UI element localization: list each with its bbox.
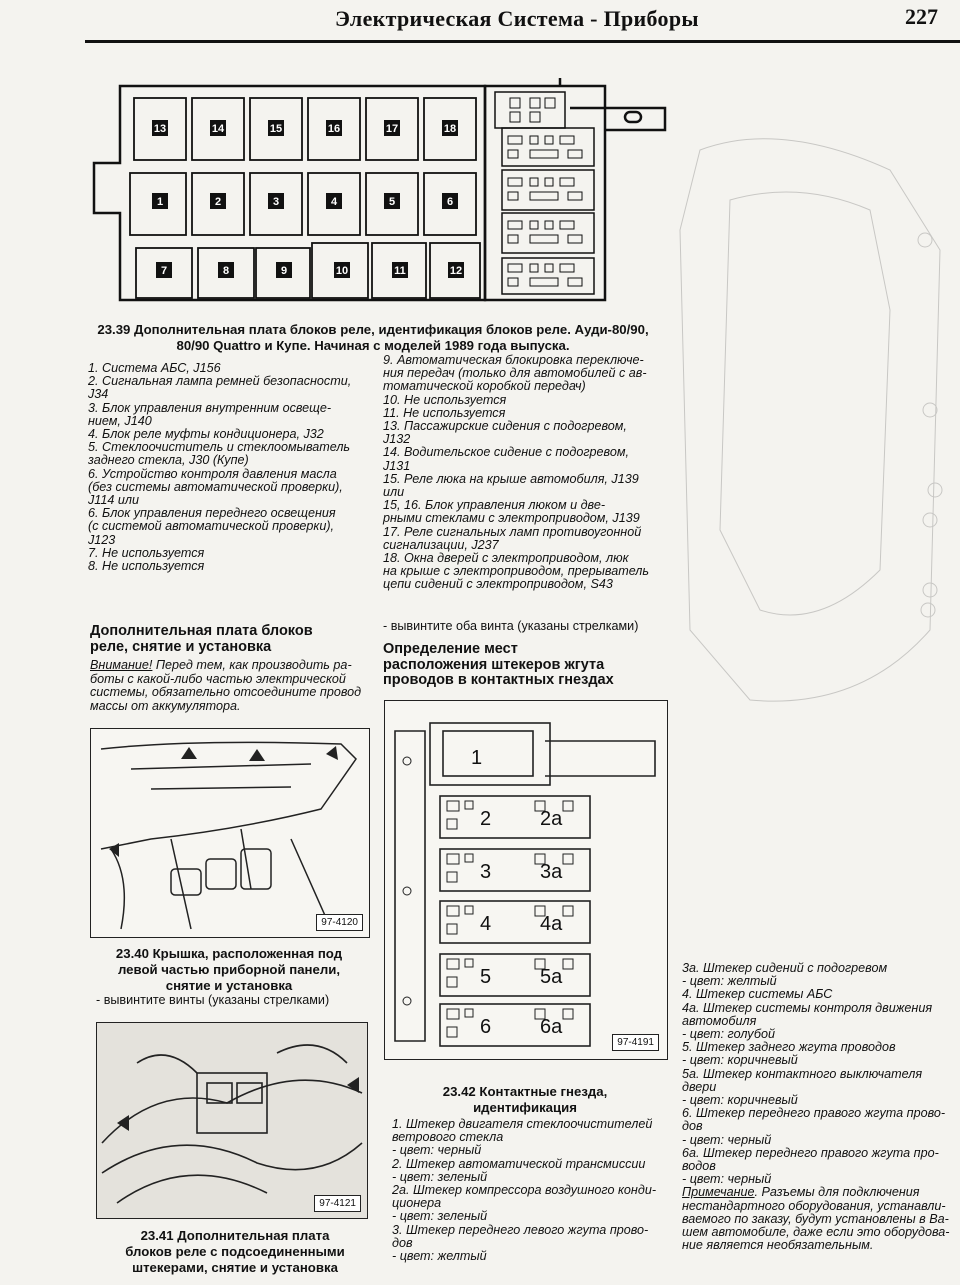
fig-23-40-note: - вывинтите винты (указаны стрелками)	[96, 993, 330, 1007]
relay-number: 15	[269, 123, 283, 135]
list-item: - цвет: желтый	[682, 974, 777, 989]
warning-label: Внимание!	[90, 658, 153, 672]
list-item: 4. Блок реле муфты кондиционера, J32	[88, 427, 324, 442]
relay-number: 14	[211, 123, 225, 135]
list-item: 3a. Штекер сидений с подогревом	[682, 961, 888, 975]
list-item: 15. Реле люка на крыше автомобиля, J139 или	[383, 471, 639, 500]
plug-label: 6	[480, 1016, 492, 1038]
note-text: . Разъемы для подключения нестандартного оборудования, устанавли- ваемого по заказу, будут установлены в Ва- шем автомобиле, даже если это оборудова- ние является необязательным.	[682, 1185, 950, 1253]
relay-number: 18	[443, 123, 457, 135]
relay-list-right	[383, 354, 668, 592]
list-item: 1. Система АБС, J156	[88, 361, 221, 375]
warning-text: Перед тем, как производить ра- боты с какой-либо частью электрической системы, обязательно отсоедините провод массы от аккумулятора.	[90, 658, 362, 713]
list-item: 14. Водительское сидение с подогревом, J131	[383, 445, 629, 473]
plug-label: 2a	[540, 808, 563, 830]
fig-23-41-illustration	[96, 1022, 368, 1219]
relay-board-wiring-photo	[97, 1023, 367, 1218]
list-item: 6a. Штекер переднего правого жгута про- водов	[682, 1145, 939, 1174]
relay-number: 2	[214, 196, 222, 208]
section-heading-plugs: Определение мест расположения штекеров жгута проводов в контактных гнездах	[383, 641, 614, 688]
list-item: - цвет: коричневый	[682, 1093, 798, 1108]
fig-23-39-caption: 23.39 Дополнительная плата блоков реле, идентификация блоков реле. Ауди-80/90, 80/90 Quattro и Купе. Начиная с моделей 1989 года выпуска.	[97, 322, 649, 353]
list-item: 4a. Штекер системы контроля движения автомобиля	[682, 1000, 933, 1028]
list-item: 13. Пассажирские сидения с подогревом, J132	[383, 419, 627, 447]
list-item: 7. Не используется	[88, 545, 205, 560]
plug-list-left	[392, 1118, 677, 1263]
relay-number: 3	[272, 196, 280, 208]
relay-number: 7	[160, 265, 168, 277]
relay-number: 4	[330, 196, 338, 208]
list-item: 3. Блок управления внутренним освеще- нием, J140	[88, 400, 332, 428]
relay-number: 11	[394, 265, 406, 277]
relay-number: 6	[446, 196, 454, 208]
list-item: - цвет: черный	[682, 1132, 772, 1147]
list-item: 2. Сигнальная лампа ремней безопасности, J34	[88, 374, 352, 402]
page-number: 227	[905, 4, 938, 29]
relay-number: 1	[156, 196, 164, 208]
fig-code: 97-4191	[612, 1034, 659, 1051]
list-item: - цвет: зеленый	[392, 1169, 488, 1184]
list-item: 11. Не используется	[383, 405, 506, 420]
plug-label: 4a	[540, 913, 563, 935]
section-heading-removal: Дополнительная плата блоков реле, снятие и установка	[90, 623, 313, 655]
list-item: 3. Штекер переднего левого жгута прово- дов	[392, 1222, 649, 1250]
screw-note: - вывинтите оба винта (указаны стрелками)	[383, 619, 639, 633]
plug-label: 6a	[540, 1016, 563, 1038]
list-item: - цвет: черный	[392, 1143, 482, 1158]
fig-23-42-caption: 23.42 Контактные гнезда, идентификация	[442, 1084, 608, 1115]
fig-code: 97-4120	[316, 914, 363, 931]
relay-board-diagram	[90, 78, 668, 310]
list-item: - цвет: черный	[682, 1172, 772, 1187]
list-item: - цвет: зеленый	[392, 1209, 488, 1224]
relay-list-left	[88, 362, 370, 573]
list-item: 8. Не используется	[88, 559, 205, 574]
warning-paragraph	[90, 659, 375, 713]
fig-23-41-caption: 23.41 Дополнительная плата блоков реле с подсоединенными штекерами, снятие и установка	[125, 1228, 345, 1275]
relay-number: 13	[153, 123, 167, 135]
list-item: - цвет: голубой	[682, 1027, 775, 1042]
fig-23-40-caption: 23.40 Крышка, расположенная под левой частью приборной панели, снятие и установка	[115, 946, 343, 993]
plug-label: 1	[471, 747, 483, 769]
list-item: 5. Стеклоочиститель и стеклоомыватель заднего стекла, J30 (Купе)	[88, 440, 351, 468]
list-item: 4. Штекер системы АБС	[682, 987, 833, 1002]
list-item: 15, 16. Блок управления люком и две- рными стеклами с электроприводом, J139	[383, 498, 640, 526]
fig-23-42-illustration	[384, 700, 668, 1060]
list-item: 6. Устройство контроля давления масла (без системы автоматической проверки), J114 или	[88, 466, 343, 508]
fig-code: 97-4121	[314, 1195, 361, 1212]
relay-number: 8	[222, 265, 230, 277]
relay-number: 17	[385, 123, 399, 135]
list-item: 2a. Штекер компрессора воздушного конди- ционера	[392, 1183, 657, 1211]
list-item: 10. Не используется	[383, 392, 507, 407]
list-item: - цвет: коричневый	[682, 1053, 798, 1068]
plug-label: 4	[480, 913, 492, 935]
relay-number: 5	[388, 196, 396, 208]
plug-label: 5a	[540, 966, 563, 988]
list-item: 9. Автоматическая блокировка переключе- ния передач (только для автомобилей с ав- томатической коробкой передач)	[383, 353, 647, 394]
list-item: 6. Блок управления переднего освещения (с системой автоматической проверки), J123	[88, 506, 336, 547]
fig-23-40-illustration	[90, 728, 370, 938]
page-title: Электрическая Система - Приборы	[335, 6, 699, 31]
note-label: Примечание	[682, 1185, 755, 1200]
relay-number: 16	[327, 123, 341, 135]
relay-number: 9	[280, 265, 288, 277]
list-item: 2. Штекер автоматической трансмиссии	[392, 1156, 646, 1171]
plug-label: 3a	[540, 861, 563, 883]
relay-number: 10	[335, 265, 349, 277]
plug-label: 5	[480, 966, 492, 988]
note-paragraph	[682, 1186, 952, 1252]
list-item: 6. Штекер переднего правого жгута прово- дов	[682, 1106, 946, 1134]
list-item: 5a. Штекер контактного выключателя двери	[682, 1066, 923, 1094]
plug-sockets-diagram	[385, 701, 667, 1059]
plug-list-right	[682, 962, 952, 1252]
dashboard-cover-drawing	[91, 729, 369, 937]
header-rule	[85, 40, 960, 43]
plug-label: 3	[480, 861, 492, 883]
bleed-through-car-drawing	[660, 110, 960, 730]
list-item: 17. Реле сигнальных ламп противоугонной сигнализации, J237	[383, 524, 642, 552]
plug-label: 2	[480, 808, 492, 830]
list-item: 18. Окна дверей с электроприводом, люк на крыше с электроприводом, прерыватель цепи сидений с электроприводом, S43	[383, 551, 650, 592]
list-item: 5. Штекер заднего жгута проводов	[682, 1040, 896, 1055]
relay-number: 12	[449, 265, 463, 277]
list-item: 1. Штекер двигателя стеклоочистителей ветрового стекла	[392, 1117, 653, 1145]
list-item: - цвет: желтый	[392, 1249, 487, 1264]
